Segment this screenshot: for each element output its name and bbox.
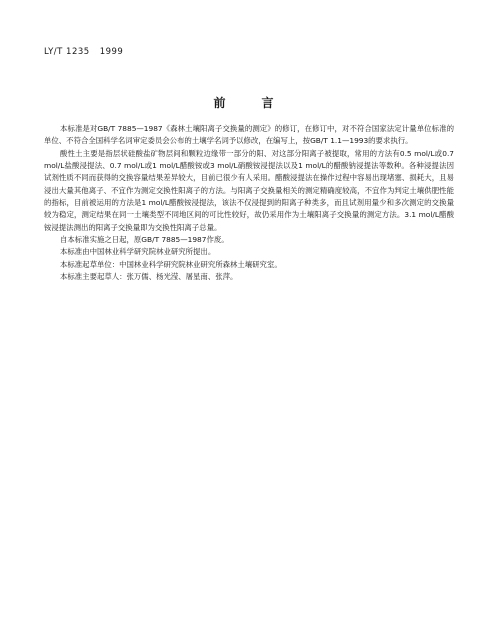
paragraph-drafters: 本标准主要起草人：张万儒、杨光滢、屠星南、张萍。 <box>60 272 238 282</box>
standard-number <box>44 47 123 57</box>
paragraph-supersedes: 自本标准实施之日起，原GB/T 7885—1987作废。 <box>60 235 229 245</box>
foreword-body <box>44 123 454 283</box>
paragraph-revision-note: 本标准是对GB/T 7885—1987《森林土壤阳离子交换量的测定》的修订，在修订中，对不符合国家法定计量单位标准的单位、不符合全国科学名词审定委员会公布的土壤学名词予以修改，在编写上，按GB/T 1.1—1993的要求执行。 <box>44 124 454 146</box>
standard-year: 1999 <box>99 47 124 57</box>
paragraph-proposer: 本标准由中国林业科学研究院林业研究所提出。 <box>60 247 216 257</box>
paragraph-method-description: 酸性土主要是指层状硅酸盐矿物层间和颗粒边缘带一部分的阳、对这部分阳离子被提取，常用的方法有0.5 mol/L或0.7 mol/L盐酸浸提法、0.7 mol/L或1 mol/L醋酸铵或3 mol/L硝酸铵浸提法以及1 mol/L的醋酸钠浸提法等数种。各种浸提法因试剂性质不同而获得的交换容量结果差异较大，目前已很少有人采用。醋酸浸提法在操作过程中容易出现堵塞、损耗大，且易浸出大量其他离子、不宜作为测定交换性阳离子的方法。与阳离子交换量相关的测定精确度较高，不宜作为判定土壤供肥性能的指标，目前被运用的方法是1 mol/L醋酸铵浸提法，该法不仅浸提到的阳离子种类多，而且试剂用量少和多次测定的交换量较为稳定，测定结果在同一土壤类型不同地区间的可比性较好，故仍采用作为土壤阳离子交换量的测定方法。3.1 mol/L醋酸铵浸提法测出的阳离子交换量即为交换性阳离子总量。 <box>44 148 454 232</box>
page-title: 前言 <box>213 96 310 110</box>
paragraph-drafting-unit: 本标准起草单位：中国林业科学研究院林业研究所森林土壤研究室。 <box>60 259 282 269</box>
standard-code: LY/T 1235 <box>44 47 90 57</box>
